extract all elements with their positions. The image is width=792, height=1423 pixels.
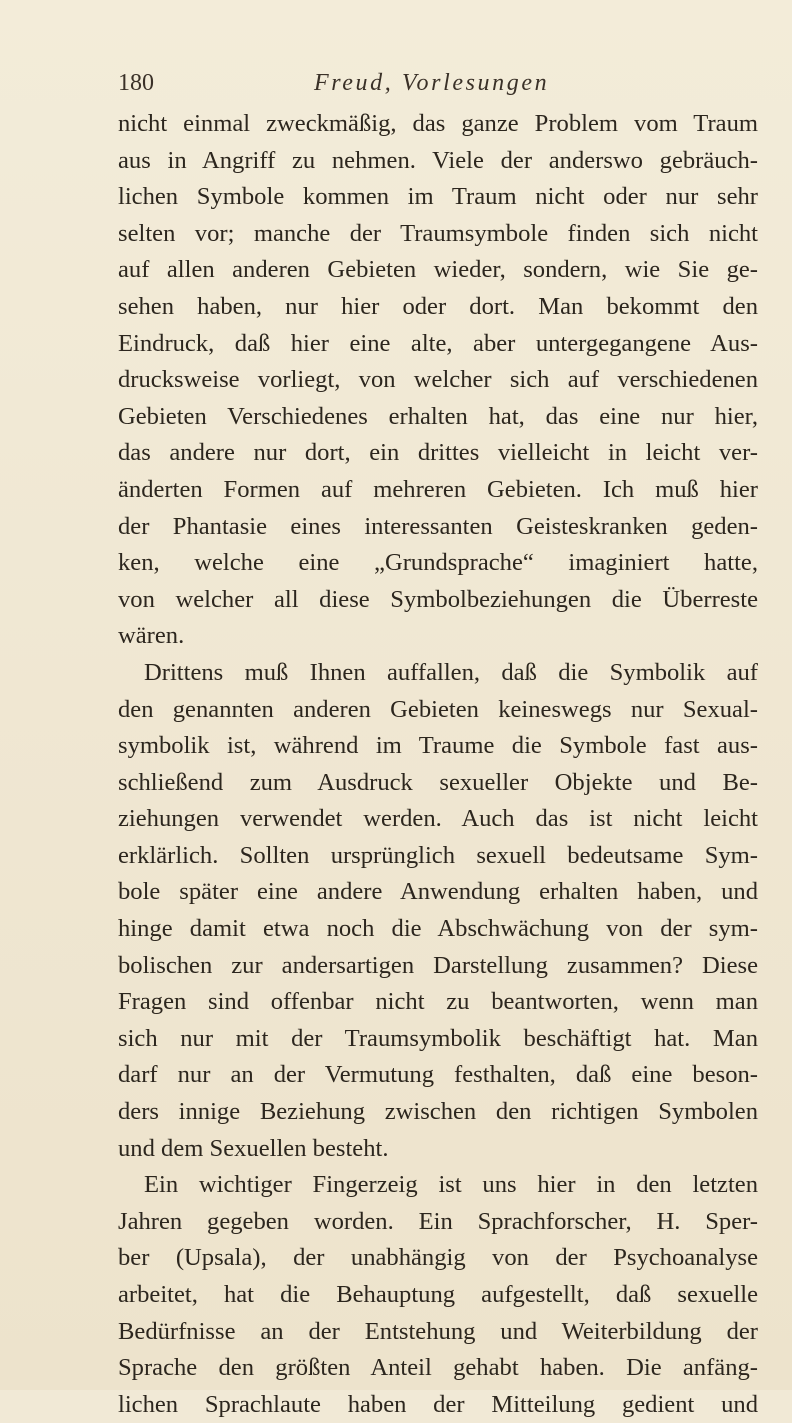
text-line: Ein wichtiger Fingerzeig ist uns hier in den letzten	[144, 1171, 758, 1199]
text-line: sehen haben, nur hier oder dort. Man bekommt den	[118, 292, 758, 320]
text-line: schließend zum Ausdruck sexueller Objekte und Be-	[118, 768, 758, 796]
text-line: arbeitet, hat die Behauptung aufgestellt, daß sexuelle	[118, 1281, 758, 1308]
text-line: änderten Formen auf mehreren Gebieten. Ich muß hier	[118, 475, 758, 503]
text-line: lichen Sprachlaute haben der Mitteilung gedient und	[118, 1390, 758, 1418]
running-head: Freud, Vorlesungen	[314, 70, 550, 96]
text-line: den genannten anderen Gebieten keineswegs nur Sexual-	[118, 695, 758, 723]
text-line: ziehungen verwendet werden. Auch das ist nicht leicht	[118, 805, 758, 833]
body-text	[118, 106, 758, 1423]
text-line: ders innige Beziehung zwischen den richtigen Symbolen	[118, 1098, 758, 1126]
text-line: das andere nur dort, ein drittes vielleicht in leicht ver-	[118, 439, 758, 467]
text-line: ber (Upsala), der unabhängig von der Psychoanalyse	[118, 1244, 758, 1272]
page-header	[118, 70, 758, 104]
text-line: der Phantasie eines interessanten Geisteskranken geden-	[118, 512, 758, 540]
text-line: lichen Symbole kommen im Traum nicht oder nur sehr	[118, 183, 758, 211]
text-line: sich nur mit der Traumsymbolik beschäftigt hat. Man	[118, 1024, 758, 1052]
text-line: und dem Sexuellen besteht.	[118, 1134, 389, 1162]
text-line: symbolik ist, während im Traume die Symbole fast aus-	[118, 732, 758, 760]
text-line: aus in Angriff zu nehmen. Viele der anderswo gebräuch-	[118, 146, 758, 174]
page-number: 180	[118, 70, 154, 96]
text-line: bole später eine andere Anwendung erhalten haben, und	[118, 878, 758, 906]
text-line: Bedürfnisse an der Entstehung und Weiterbildung der	[118, 1317, 758, 1345]
text-line: Jahren gegeben worden. Ein Sprachforscher, H. Sper-	[118, 1207, 758, 1235]
text-line: drucksweise vorliegt, von welcher sich auf verschiedenen	[118, 366, 758, 394]
text-line: Drittens muß Ihnen auffallen, daß die Symbolik auf	[144, 658, 758, 686]
text-line: selten vor; manche der Traumsymbole finden sich nicht	[118, 219, 758, 247]
text-line: Gebieten Verschiedenes erhalten hat, das eine nur hier,	[118, 402, 758, 430]
text-line: bolischen zur andersartigen Darstellung zusammen? Diese	[118, 951, 758, 979]
text-line: darf nur an der Vermutung festhalten, daß eine beson-	[118, 1061, 758, 1089]
text-line: erklärlich. Sollten ursprünglich sexuell bedeutsame Sym-	[118, 841, 758, 869]
text-line: von welcher all diese Symbolbeziehungen die Überreste	[118, 585, 758, 613]
text-line: Eindruck, daß hier eine alte, aber untergegangene Aus-	[118, 329, 758, 357]
text-line: hinge damit etwa noch die Abschwächung von der sym-	[118, 915, 758, 943]
text-line: ken, welche eine „Grundsprache“ imaginiert hatte,	[118, 549, 758, 577]
text-line: wären.	[118, 622, 185, 650]
text-line: Sprache den größten Anteil gehabt haben. Die anfäng-	[118, 1354, 758, 1382]
text-line: Fragen sind offenbar nicht zu beantworten, wenn man	[118, 988, 758, 1016]
text-line: auf allen anderen Gebieten wieder, sondern, wie Sie ge-	[118, 256, 758, 284]
text-line: nicht einmal zweckmäßig, das ganze Problem vom Traum	[118, 110, 758, 137]
